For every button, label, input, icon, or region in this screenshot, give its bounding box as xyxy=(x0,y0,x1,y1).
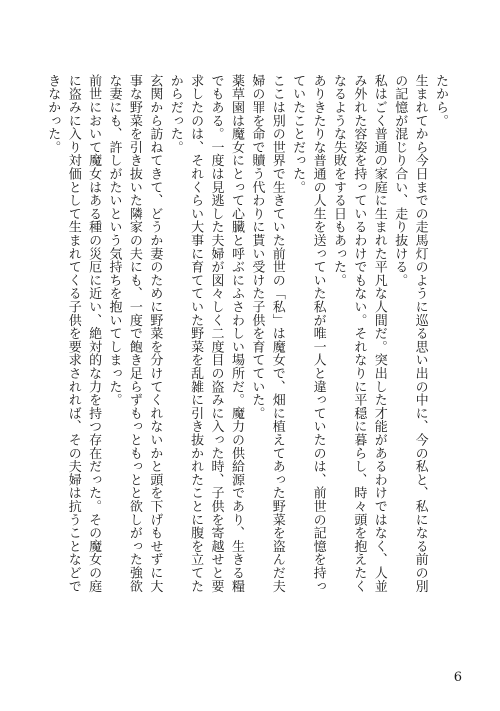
paragraph-6: 薬草園は魔女にとって心臓と呼ぶにふさわしい場所だ。魔力の供給源であり、生きる糧でもある。一度は見逃した夫婦が図々しく二度目の盗みに入った時、子供を寄越せと要求したのは、それくらい大事に育てていた野菜を乱雑に引き抜かれたことに腹を立てたからだった。 xyxy=(167,74,244,593)
paragraph-4: ありきたりな普通の人生を送っていた私が唯一人と違っていたのは、前世の記憶を持っていたことだった。 xyxy=(290,74,326,593)
paragraph-8: 前世において魔女はある種の災厄に近い、絶対的な力を持つ存在だった。その魔女の庭に盗みに入り対価として生まれてくる子供を要求されれば、その夫婦は抗うことなどできなかった。 xyxy=(45,74,102,593)
vertical-text-block xyxy=(45,74,450,604)
paragraph-1: たから。 xyxy=(433,74,448,128)
paragraph-5: ここは別の世界で生きていた前世の「私」は魔女で、畑に植えてあった野菜を盗んだ夫婦の罪を命で贖う代わりに貰い受けた子供を育てていた。 xyxy=(249,74,285,593)
paragraph-7: 玄関から訪ねてきて、どうか妻のために野菜を分けてくれないかと頭を下げもせずに大事な野菜を引き抜いた隣家の夫にも、一度で飽き足らずもっともっとと欲しがった強欲な妻にも、許しがたいという気持ちを抱いてしまった。 xyxy=(106,74,163,593)
paragraph-2: 生まれてから今日までの走馬灯のように巡る思い出の中に、今の私と、私になる前の別の記憶が混じり合い、走り抜ける。 xyxy=(392,74,428,593)
page-number: 6 xyxy=(453,670,462,685)
paragraph-3: 私はごく普通の家庭に生まれた平凡な人間だ。突出した才能があるわけではなく、人並み外れた容姿を持っているわけでもない。それなりに平穏に暮らし、時々頭を抱えたくなるような失敗をする日もあった。 xyxy=(330,74,387,593)
